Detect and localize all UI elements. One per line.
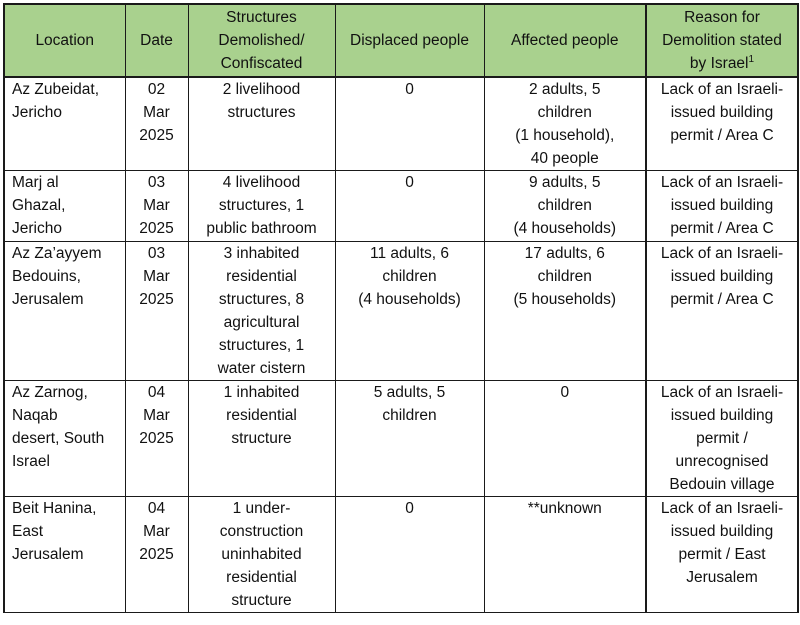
cell-date-line: 2025 xyxy=(139,220,174,237)
cell-date-line: Mar xyxy=(143,523,170,540)
cell-structures xyxy=(188,242,335,381)
cell-affected xyxy=(484,242,646,381)
header-reason xyxy=(646,4,798,77)
cell-reason-line: unrecognised xyxy=(675,453,769,470)
cell-location-line: Az Zarnog, xyxy=(12,384,88,401)
cell-date-line: Mar xyxy=(143,104,170,121)
header-reason-line: Reason for xyxy=(684,9,760,26)
cell-structures-line: structures, 1 xyxy=(218,197,305,214)
cell-date xyxy=(125,171,188,242)
cell-reason-line: Lack of an Israeli- xyxy=(660,81,784,98)
cell-date-line: 2025 xyxy=(139,127,174,144)
cell-location-line: Jerusalem xyxy=(12,291,84,308)
cell-structures-line: 1 inhabited xyxy=(223,384,300,401)
header-structures xyxy=(188,4,335,77)
cell-date xyxy=(125,381,188,497)
cell-displaced xyxy=(335,77,484,171)
cell-reason xyxy=(646,77,798,171)
cell-reason-line: Lack of an Israeli- xyxy=(660,384,784,401)
cell-displaced-line: 0 xyxy=(405,81,414,98)
cell-reason-line: issued building xyxy=(670,268,774,285)
table-row xyxy=(4,497,798,613)
cell-affected-line: (4 households) xyxy=(513,220,617,237)
header-date: Date xyxy=(125,4,188,77)
cell-affected-line: (1 household), xyxy=(515,127,615,144)
cell-structures-line: residential xyxy=(226,407,297,424)
cell-date-line: 2025 xyxy=(139,430,174,447)
table-header-row xyxy=(4,4,798,77)
cell-location-line: Az Zubeidat, xyxy=(12,81,100,98)
cell-structures xyxy=(188,171,335,242)
cell-date xyxy=(125,77,188,171)
cell-affected xyxy=(484,381,646,497)
cell-displaced-line: children xyxy=(382,268,437,285)
header-reason-line xyxy=(651,52,793,75)
header-structures-line: Structures xyxy=(226,9,297,26)
cell-affected-line: 0 xyxy=(560,384,570,401)
cell-structures-line: water cistern xyxy=(217,360,306,377)
cell-affected xyxy=(484,77,646,171)
cell-location-line: Naqab xyxy=(12,407,58,424)
cell-date-line: 2025 xyxy=(139,546,174,563)
cell-structures xyxy=(188,77,335,171)
cell-reason-line: Lack of an Israeli- xyxy=(660,174,784,191)
cell-location-line: Jerusalem xyxy=(12,546,84,563)
cell-date-line: 04 xyxy=(147,384,166,401)
demolitions-table xyxy=(3,3,799,613)
cell-reason-line: Lack of an Israeli- xyxy=(660,245,784,262)
cell-displaced-line: 11 adults, 6 xyxy=(370,245,449,262)
cell-structures-line: structures, 1 xyxy=(218,337,305,354)
cell-structures-line: uninhabited xyxy=(221,546,302,563)
cell-affected-line: **unknown xyxy=(527,500,602,517)
cell-structures-line: structure xyxy=(231,592,292,609)
cell-affected xyxy=(484,171,646,242)
cell-reason xyxy=(646,171,798,242)
cell-structures-line: 2 livelihood xyxy=(222,81,301,98)
cell-displaced-line: 0 xyxy=(405,174,414,191)
cell-date-line: 03 xyxy=(147,174,166,191)
cell-structures-line: 1 under- xyxy=(232,500,291,517)
cell-reason-line: Jerusalem xyxy=(686,569,758,586)
table-row xyxy=(4,381,798,497)
table-row xyxy=(4,242,798,381)
cell-reason-line: permit / Area C xyxy=(670,220,774,237)
cell-structures-line: structure xyxy=(231,430,292,447)
cell-date-line: 04 xyxy=(147,500,166,517)
header-location: Location xyxy=(4,4,125,77)
cell-location xyxy=(4,171,125,242)
cell-reason-line: issued building xyxy=(670,197,774,214)
cell-displaced-line: 0 xyxy=(405,500,414,517)
cell-location-line: Ghazal, xyxy=(12,197,66,214)
cell-reason-line: permit / xyxy=(696,430,748,447)
header-reason-text: by Israel xyxy=(689,55,749,72)
cell-reason xyxy=(646,497,798,613)
cell-location-line: Jericho xyxy=(12,104,62,121)
cell-structures xyxy=(188,497,335,613)
cell-displaced-line: 5 adults, 5 xyxy=(373,384,446,401)
cell-location-line: Jericho xyxy=(12,220,62,237)
cell-location-line: Bedouins, xyxy=(12,268,81,285)
cell-structures-line: agricultural xyxy=(223,314,300,331)
cell-reason-line: Lack of an Israeli- xyxy=(660,500,784,517)
header-structures-line: Demolished/ xyxy=(218,32,305,49)
cell-location xyxy=(4,497,125,613)
cell-date-line: Mar xyxy=(143,407,170,424)
cell-affected-line: 17 adults, 6 xyxy=(524,245,605,262)
header-reason-line: Demolition stated xyxy=(662,32,782,49)
cell-structures-line: 4 livelihood xyxy=(222,174,301,191)
cell-affected-line: 40 people xyxy=(530,150,599,167)
cell-structures-line: 3 inhabited xyxy=(223,245,300,262)
cell-location-line: Beit Hanina, xyxy=(12,500,97,517)
cell-reason-line: issued building xyxy=(670,407,774,424)
cell-location-line: East xyxy=(12,523,44,540)
cell-date xyxy=(125,497,188,613)
cell-displaced xyxy=(335,171,484,242)
cell-displaced xyxy=(335,242,484,381)
cell-affected-line: children xyxy=(537,104,592,121)
cell-structures xyxy=(188,381,335,497)
cell-structures-line: residential xyxy=(226,268,297,285)
cell-displaced-line: children xyxy=(382,407,437,424)
cell-displaced-line: (4 households) xyxy=(358,291,461,308)
cell-structures-line: construction xyxy=(219,523,304,540)
header-displaced: Displaced people xyxy=(335,4,484,77)
cell-reason xyxy=(646,242,798,381)
cell-affected-line: (5 households) xyxy=(513,291,617,308)
header-affected: Affected people xyxy=(484,4,646,77)
cell-structures-line: structures xyxy=(227,104,296,121)
cell-structures-line: residential xyxy=(226,569,297,586)
cell-date xyxy=(125,242,188,381)
cell-reason xyxy=(646,381,798,497)
cell-reason-line: permit / Area C xyxy=(670,291,774,308)
cell-displaced xyxy=(335,497,484,613)
cell-location xyxy=(4,381,125,497)
cell-reason-line: Bedouin village xyxy=(669,476,775,493)
footnote-marker: 1 xyxy=(748,53,755,65)
cell-date-line: 02 xyxy=(147,81,166,98)
cell-structures-line: structures, 8 xyxy=(218,291,305,308)
cell-affected-line: 2 adults, 5 xyxy=(528,81,601,98)
table-row xyxy=(4,171,798,242)
cell-reason-line: permit / Area C xyxy=(670,127,774,144)
cell-location-line: Az Za’ayyem xyxy=(12,245,102,262)
cell-location xyxy=(4,77,125,171)
table-row xyxy=(4,77,798,171)
cell-date-line: 2025 xyxy=(139,291,174,308)
cell-structures-line: public bathroom xyxy=(206,220,317,237)
cell-affected-line: 9 adults, 5 xyxy=(528,174,601,191)
cell-date-line: 03 xyxy=(147,245,166,262)
cell-affected-line: children xyxy=(537,197,592,214)
cell-affected xyxy=(484,497,646,613)
cell-location-line: desert, South xyxy=(12,430,105,447)
cell-location-line: Israel xyxy=(12,453,50,470)
cell-affected-line: children xyxy=(537,268,592,285)
header-structures-line: Confiscated xyxy=(220,55,303,72)
cell-location xyxy=(4,242,125,381)
cell-reason-line: issued building xyxy=(670,104,774,121)
cell-displaced xyxy=(335,381,484,497)
cell-date-line: Mar xyxy=(143,268,170,285)
cell-date-line: Mar xyxy=(143,197,170,214)
cell-reason-line: issued building xyxy=(670,523,774,540)
cell-location-line: Marj al xyxy=(12,174,59,191)
cell-reason-line: permit / East xyxy=(678,546,766,563)
